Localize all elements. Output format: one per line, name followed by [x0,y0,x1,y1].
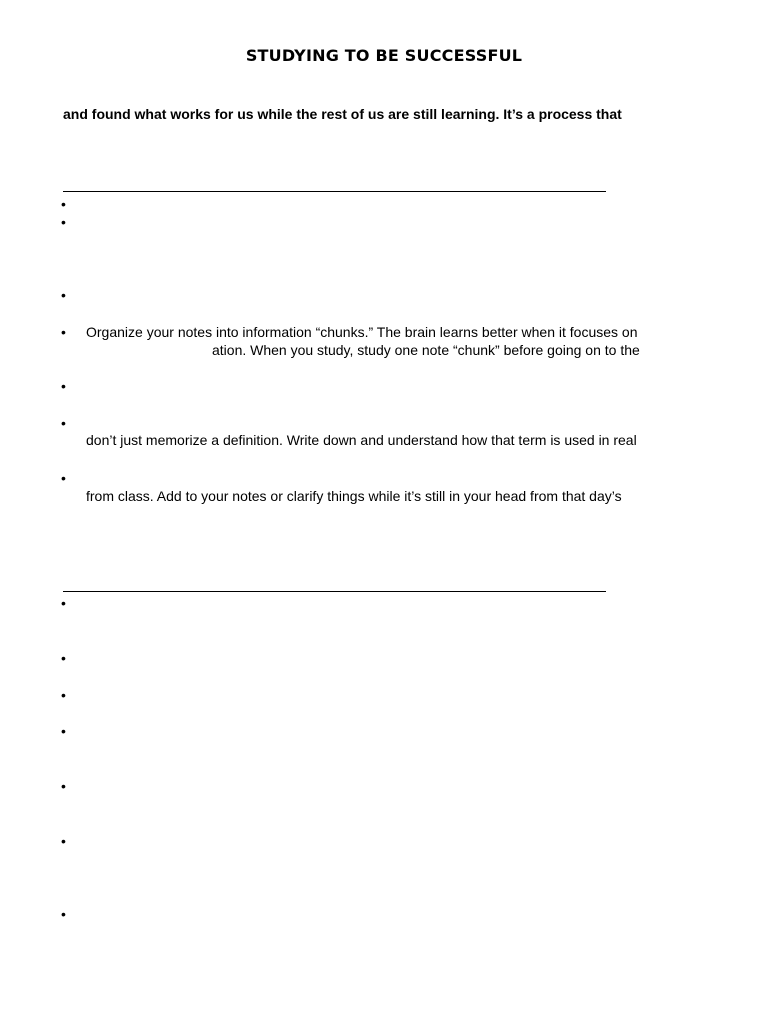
chunks-line-1: Organize your notes into information “chunks.” The brain learns better when it focuses on [86,324,638,340]
document-title: STUDYING TO BE SUCCESSFUL [245,46,523,65]
bullet: • [61,470,66,486]
bullet: • [61,650,66,666]
bullet: • [61,687,66,703]
bullet: • [61,906,66,922]
bullet: • [61,214,66,230]
bullet: • [61,196,66,212]
class-line: from class. Add to your notes or clarify things while it’s still in your head from that day’s [86,488,622,504]
bullet: • [61,415,66,431]
bullet: • [61,778,66,794]
bullet: • [61,833,66,849]
bullet: • [61,287,66,303]
bullet: • [61,378,66,394]
bullet: • [61,595,66,611]
section-1-rule [63,191,606,192]
bullet: • [61,324,66,340]
bullet: • [61,723,66,739]
section-2-rule [63,591,606,592]
chunks-line-2: ation. When you study, study one note “chunk” before going on to the [212,342,640,358]
definition-line: don’t just memorize a definition. Write down and understand how that term is used in real [86,432,637,448]
intro-line: and found what works for us while the rest of us are still learning. It’s a process that [63,106,622,122]
